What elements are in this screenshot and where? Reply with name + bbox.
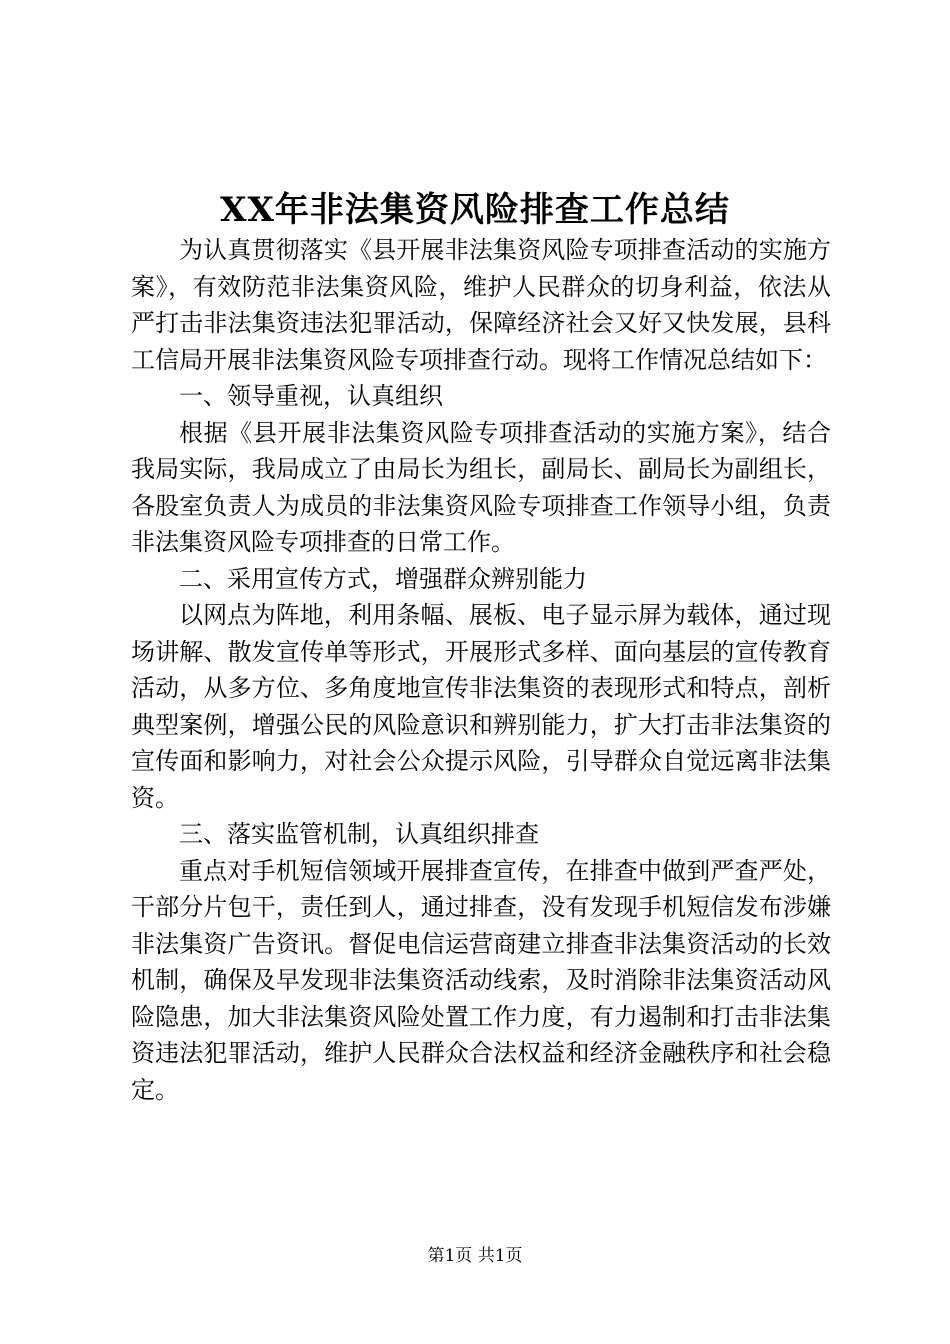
section-paragraph-2: 以网点为阵地，利用条幅、展板、电子显示屏为载体，通过现场讲解、散发宣传单等形式，开展形式多样、面向基层的宣传教育活动，从多方位、多角度地宣传非法集资的表现形式和特点，剖析典型案例，增强公民的风险意识和辨别能力，扩大打击非法集资的宣传面和影响力，对社会公众提示风险，引导群众自觉远离非法集资。	[131, 601, 831, 812]
section-heading-2: 二、采用宣传方式，增强群众辨别能力	[179, 564, 587, 593]
section-paragraph-1: 根据《县开展非法集资风险专项排查活动的实施方案》，结合我局实际，我局成立了由局长为组长，副局长、副局长为副组长，各股室负责人为成员的非法集资风险专项排查工作领导小组，负责非法集资风险专项排查的日常工作。	[131, 418, 831, 556]
section-heading-1: 一、领导重视，认真组织	[179, 382, 443, 410]
section-heading-3: 三、落实监管机制，认真组织排查	[179, 820, 539, 848]
page-footer: 第1页 共1页	[427, 1246, 523, 1266]
document-body	[131, 232, 831, 1108]
document-title: XX年非法集资风险排查工作总结	[220, 190, 730, 230]
intro-paragraph: 为认真贯彻落实《县开展非法集资风险专项排查活动的实施方案》，有效防范非法集资风险，维护人民群众的切身利益，依法从严打击非法集资违法犯罪活动，保障经济社会又好又快发展，县科工信局开展非法集资风险专项排查行动。现将工作情况总结如下：	[131, 236, 831, 374]
section-paragraph-3: 重点对手机短信领域开展排查宣传，在排查中做到严查严处，干部分片包干，责任到人，通过排查，没有发现手机短信发布涉嫌非法集资广告资讯。督促电信运营商建立排查非法集资活动的长效机制，确保及早发现非法集资活动线索，及时消除非法集资活动风险隐患，加大非法集资风险处置工作力度，有力遏制和打击非法集资违法犯罪活动，维护人民群众合法权益和经济金融秩序和社会稳定。	[131, 856, 831, 1104]
